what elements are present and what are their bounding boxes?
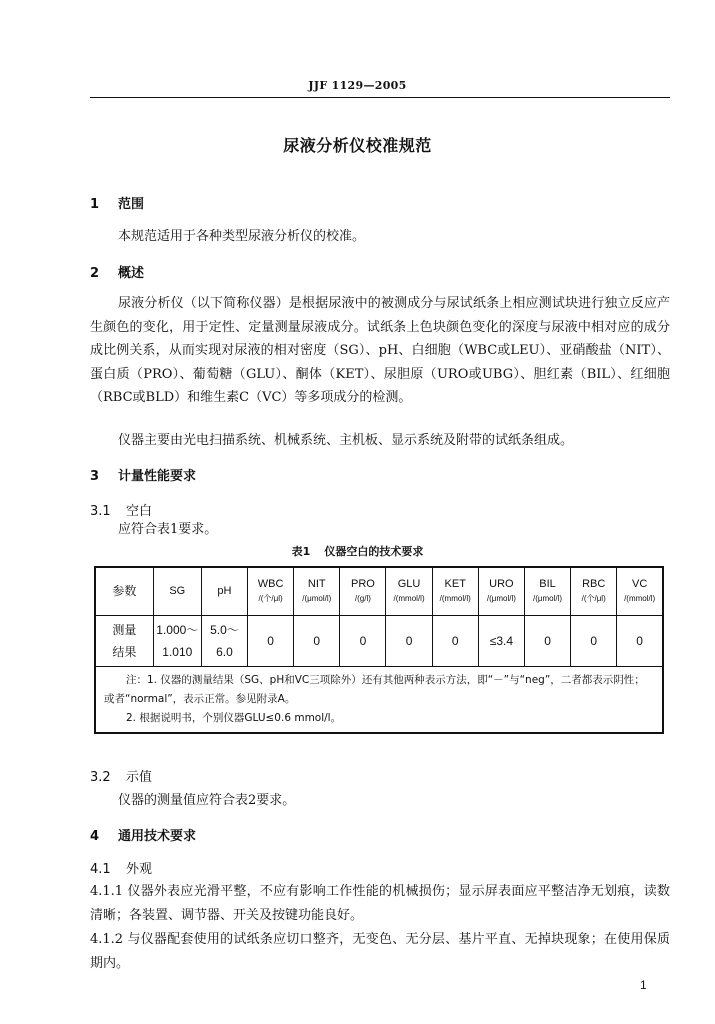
- section-4-1-2: [90, 928, 670, 975]
- col-header-wbc: WBC /(个/μl): [248, 567, 294, 615]
- cell-pro: 0: [340, 615, 386, 666]
- section-number: 3: [90, 469, 100, 484]
- col-header-glu: GLU /(mmol/l): [386, 567, 432, 615]
- table-notes: [95, 666, 663, 733]
- section-number: 1: [90, 197, 100, 212]
- clause-text: 仪器外表应光滑平整，不应有影响工作性能的机械损伤；显示屏表面应平整洁净无划痕，读数清晰；各装置、调节器、开关及按键功能良好。: [90, 884, 670, 923]
- cell-ph: 5.0～ 6.0: [201, 615, 247, 666]
- section-number: 4: [90, 829, 100, 844]
- header-rule: [90, 97, 670, 98]
- table-note-1: 注：1. 仪器的测量结果（SG、pH和VC三项除外）还有其他两种表示方法，即“－”与“neg”，二者都表示阴性；或者“normal”，表示正常。参见附录A。: [104, 673, 645, 705]
- cell-bil: 0: [524, 615, 570, 666]
- cell-glu: 0: [386, 615, 432, 666]
- col-header-rbc: RBC /(个/μl): [571, 567, 617, 615]
- cell-ket: 0: [432, 615, 478, 666]
- section-4-1-1: [90, 880, 670, 927]
- section-title: 外观: [126, 862, 153, 877]
- section-3-2-heading: [90, 766, 152, 785]
- section-3-1-body: 应符合表1要求。: [118, 522, 218, 537]
- clause-number: 4.1.2: [90, 932, 124, 947]
- section-4-1-heading: [90, 858, 152, 877]
- col-header-ket: KET /(mmol/l): [432, 567, 478, 615]
- section-title: 范围: [118, 197, 145, 212]
- col-header-uro: URO /(μmol/l): [478, 567, 524, 615]
- section-2-paragraph-1: 尿液分析仪（以下简称仪器）是根据尿液中的被测成分与尿试纸条上相应测试块进行独立反应产生颜色的变化，用于定性、定量测量尿液成分。试纸条上色块颜色变化的深度与尿液中相对应的成分成比例关系，从而实现对尿液的相对密度（SG）、pH、白细胞（WBC或LEU）、亚硝酸盐（NIT）、蛋白质（PRO）、葡萄糖（GLU）、酮体（KET）、尿胆原（URO或UBG）、胆红素（BIL）、红细胞（RBC或BLD）和维生素C（VC）等多项成分的检测。: [90, 296, 670, 405]
- section-title: 示值: [126, 770, 153, 785]
- col-header-ph: pH: [201, 567, 247, 615]
- col-header-bil: BIL /(μmol/l): [524, 567, 570, 615]
- col-header-pro: PRO /(g/l): [340, 567, 386, 615]
- section-title: 通用技术要求: [118, 829, 197, 844]
- cell-vc: 0: [617, 615, 663, 666]
- param-header: 参数: [95, 567, 153, 615]
- table-caption-text: 仪器空白的技术要求: [324, 545, 424, 558]
- clause-text: 与仪器配套使用的试纸条应切口整齐，无变色、无分层、基片平直、无掉块现象；在使用保质期内。: [90, 932, 670, 971]
- table-result-row: [95, 615, 663, 666]
- section-title: 概述: [118, 266, 145, 281]
- section-1-heading: [90, 193, 144, 212]
- section-title: 空白: [126, 504, 153, 519]
- section-3-heading: [90, 465, 196, 484]
- cell-uro: ≤3.4: [478, 615, 524, 666]
- section-2-paragraph-2: 仪器主要由光电扫描系统、机械系统、主机板、显示系统及附带的试纸条组成。: [118, 433, 574, 448]
- table-label: 表1: [291, 545, 311, 558]
- table-1-caption: [0, 543, 715, 559]
- section-title: 计量性能要求: [118, 469, 197, 484]
- section-number: 4.1: [90, 862, 111, 877]
- section-4-heading: [90, 825, 196, 844]
- section-number: 2: [90, 266, 100, 281]
- table-header-row: [95, 567, 663, 615]
- row-header-result: 测量 结果: [95, 615, 153, 666]
- document-title: 尿液分析仪校准规范: [283, 136, 432, 155]
- standard-code-header: JJF 1129—2005: [308, 79, 407, 92]
- cell-sg: 1.000～ 1.010: [153, 615, 201, 666]
- col-header-sg: SG: [153, 567, 201, 615]
- cell-rbc: 0: [571, 615, 617, 666]
- page-number: 1: [640, 978, 647, 992]
- col-header-nit: NIT /(μmol/l): [294, 567, 340, 615]
- section-1-body: 本规范适用于各种类型尿液分析仪的校准。: [118, 229, 366, 244]
- cell-wbc: 0: [248, 615, 294, 666]
- section-number: 3.1: [90, 504, 111, 519]
- table-note-2: 2. 根据说明书，个别仪器GLU≤0.6 mmol/l。: [126, 711, 342, 724]
- section-2-heading: [90, 262, 144, 281]
- blank-requirements-table: [94, 566, 664, 734]
- cell-nit: 0: [294, 615, 340, 666]
- section-3-1-heading: [90, 500, 152, 519]
- section-3-2-body: 仪器的测量值应符合表2要求。: [118, 793, 296, 808]
- table-notes-row: [95, 666, 663, 733]
- clause-number: 4.1.1: [90, 884, 124, 899]
- col-header-vc: VC /(mmol/l): [617, 567, 663, 615]
- section-number: 3.2: [90, 770, 111, 785]
